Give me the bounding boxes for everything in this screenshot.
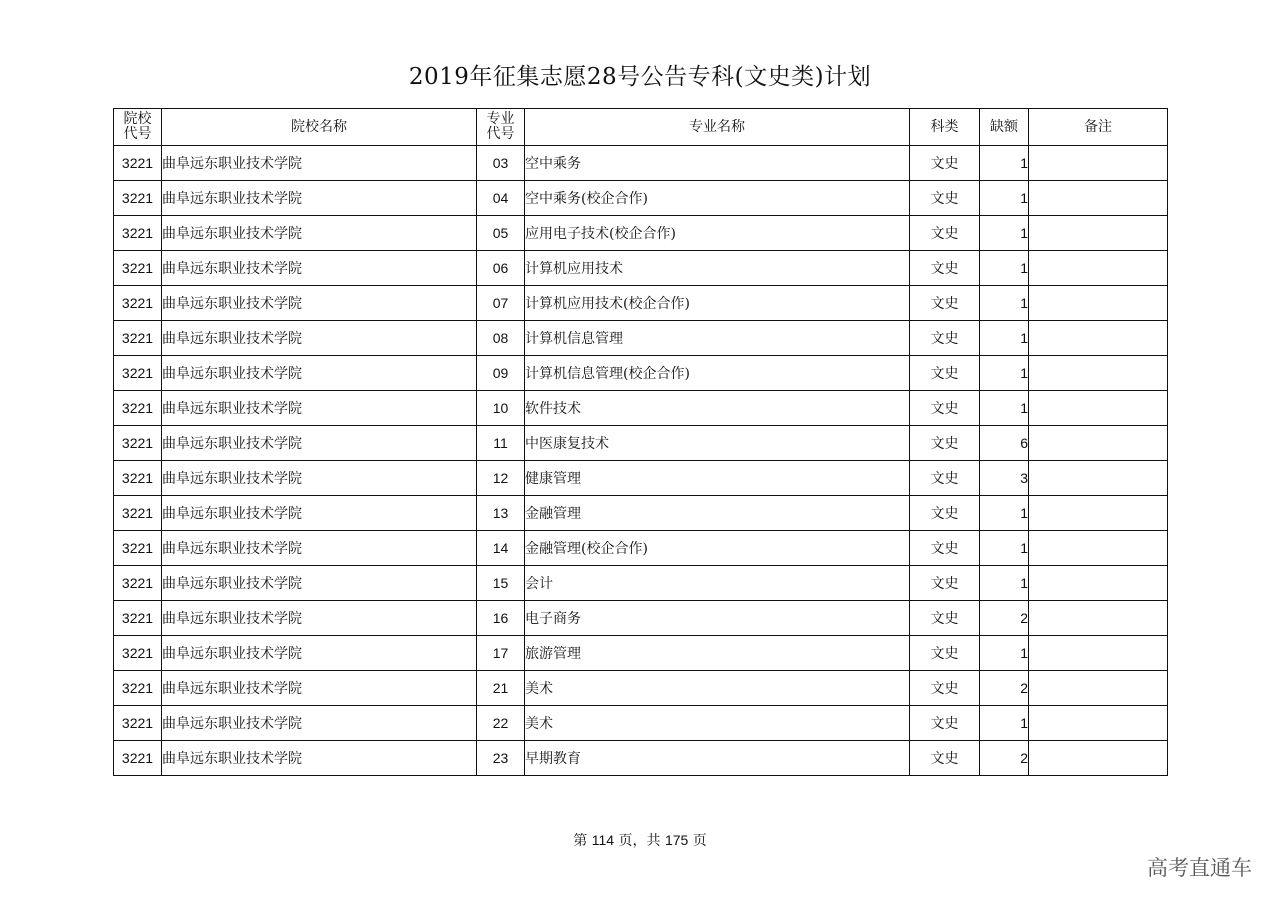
cell-major-name: 应用电子技术(校企合作) [525, 216, 910, 251]
cell-quota: 2 [980, 601, 1029, 636]
cell-quota: 1 [980, 286, 1029, 321]
cell-major-name: 会计 [525, 566, 910, 601]
cell-major-code: 10 [477, 391, 525, 426]
cell-school-code: 3221 [114, 356, 162, 391]
cell-school-name: 曲阜远东职业技术学院 [162, 566, 477, 601]
cell-major-name: 计算机应用技术(校企合作) [525, 286, 910, 321]
cell-major-name: 健康管理 [525, 461, 910, 496]
cell-remark [1029, 286, 1168, 321]
cell-category: 文史 [910, 706, 980, 741]
header-school-code: 院校 代号 [114, 109, 162, 146]
cell-major-code: 09 [477, 356, 525, 391]
cell-school-code: 3221 [114, 601, 162, 636]
header-school-name: 院校名称 [162, 109, 477, 146]
cell-major-code: 22 [477, 706, 525, 741]
cell-quota: 1 [980, 391, 1029, 426]
cell-category: 文史 [910, 251, 980, 286]
cell-quota: 1 [980, 531, 1029, 566]
table-row [114, 216, 1168, 251]
cell-school-code: 3221 [114, 566, 162, 601]
cell-remark [1029, 706, 1168, 741]
cell-school-code: 3221 [114, 496, 162, 531]
cell-category: 文史 [910, 531, 980, 566]
cell-school-name: 曲阜远东职业技术学院 [162, 391, 477, 426]
watermark-text: 高考直通车 [1147, 856, 1252, 880]
cell-category: 文史 [910, 566, 980, 601]
cell-school-name: 曲阜远东职业技术学院 [162, 251, 477, 286]
cell-major-name: 早期教育 [525, 741, 910, 776]
cell-quota: 2 [980, 671, 1029, 706]
enrollment-plan-table [113, 108, 1168, 776]
cell-quota: 1 [980, 181, 1029, 216]
table-row [114, 741, 1168, 776]
cell-category: 文史 [910, 426, 980, 461]
cell-remark [1029, 181, 1168, 216]
table-row [114, 566, 1168, 601]
cell-school-name: 曲阜远东职业技术学院 [162, 741, 477, 776]
cell-major-name: 计算机应用技术 [525, 251, 910, 286]
cell-category: 文史 [910, 146, 980, 181]
cell-school-name: 曲阜远东职业技术学院 [162, 321, 477, 356]
cell-remark [1029, 356, 1168, 391]
cell-school-code: 3221 [114, 181, 162, 216]
cell-major-name: 中医康复技术 [525, 426, 910, 461]
table-row [114, 531, 1168, 566]
cell-major-name: 美术 [525, 706, 910, 741]
cell-school-name: 曲阜远东职业技术学院 [162, 461, 477, 496]
cell-remark [1029, 496, 1168, 531]
footer-prefix: 第 [573, 833, 592, 849]
table-row [114, 461, 1168, 496]
cell-quota: 1 [980, 321, 1029, 356]
table-row [114, 706, 1168, 741]
cell-school-code: 3221 [114, 216, 162, 251]
cell-major-code: 08 [477, 321, 525, 356]
cell-remark [1029, 531, 1168, 566]
cell-quota: 3 [980, 461, 1029, 496]
cell-category: 文史 [910, 286, 980, 321]
footer-suffix: 页 [688, 833, 707, 849]
cell-quota: 1 [980, 566, 1029, 601]
cell-remark [1029, 216, 1168, 251]
cell-school-name: 曲阜远东职业技术学院 [162, 531, 477, 566]
cell-school-code: 3221 [114, 706, 162, 741]
cell-quota: 1 [980, 706, 1029, 741]
current-page-number: 114 [591, 832, 615, 848]
table-row [114, 601, 1168, 636]
cell-school-code: 3221 [114, 391, 162, 426]
cell-school-code: 3221 [114, 426, 162, 461]
table-row [114, 251, 1168, 286]
cell-category: 文史 [910, 671, 980, 706]
header-major-name: 专业名称 [525, 109, 910, 146]
cell-category: 文史 [910, 216, 980, 251]
cell-remark [1029, 636, 1168, 671]
cell-category: 文史 [910, 741, 980, 776]
cell-category: 文史 [910, 496, 980, 531]
cell-major-code: 21 [477, 671, 525, 706]
cell-school-name: 曲阜远东职业技术学院 [162, 426, 477, 461]
cell-school-code: 3221 [114, 531, 162, 566]
table-row [114, 321, 1168, 356]
cell-quota: 1 [980, 146, 1029, 181]
cell-category: 文史 [910, 321, 980, 356]
cell-school-name: 曲阜远东职业技术学院 [162, 601, 477, 636]
cell-school-name: 曲阜远东职业技术学院 [162, 286, 477, 321]
cell-major-name: 计算机信息管理 [525, 321, 910, 356]
cell-major-code: 06 [477, 251, 525, 286]
cell-remark [1029, 146, 1168, 181]
cell-quota: 2 [980, 741, 1029, 776]
page-title: 2019年征集志愿28号公告专科(文史类)计划 [408, 64, 872, 90]
table-row [114, 426, 1168, 461]
cell-school-name: 曲阜远东职业技术学院 [162, 496, 477, 531]
cell-school-name: 曲阜远东职业技术学院 [162, 181, 477, 216]
cell-school-name: 曲阜远东职业技术学院 [162, 671, 477, 706]
cell-school-code: 3221 [114, 741, 162, 776]
cell-major-name: 金融管理(校企合作) [525, 531, 910, 566]
cell-major-name: 空中乘务 [525, 146, 910, 181]
table-row [114, 391, 1168, 426]
cell-remark [1029, 566, 1168, 601]
cell-remark [1029, 741, 1168, 776]
header-remark: 备注 [1029, 109, 1168, 146]
cell-school-code: 3221 [114, 671, 162, 706]
cell-quota: 1 [980, 496, 1029, 531]
cell-major-code: 23 [477, 741, 525, 776]
cell-remark [1029, 321, 1168, 356]
cell-school-code: 3221 [114, 286, 162, 321]
table-header-row [114, 109, 1168, 146]
cell-school-name: 曲阜远东职业技术学院 [162, 216, 477, 251]
cell-major-name: 计算机信息管理(校企合作) [525, 356, 910, 391]
page-footer [0, 830, 1280, 850]
cell-remark [1029, 251, 1168, 286]
cell-major-code: 07 [477, 286, 525, 321]
cell-school-name: 曲阜远东职业技术学院 [162, 356, 477, 391]
cell-category: 文史 [910, 601, 980, 636]
cell-major-name: 软件技术 [525, 391, 910, 426]
cell-category: 文史 [910, 181, 980, 216]
cell-school-code: 3221 [114, 146, 162, 181]
cell-remark [1029, 601, 1168, 636]
cell-major-name: 空中乘务(校企合作) [525, 181, 910, 216]
footer-middle: 页，共 [614, 833, 665, 849]
header-category: 科类 [910, 109, 980, 146]
cell-major-code: 13 [477, 496, 525, 531]
cell-school-name: 曲阜远东职业技术学院 [162, 706, 477, 741]
table-row [114, 146, 1168, 181]
cell-school-name: 曲阜远东职业技术学院 [162, 636, 477, 671]
cell-remark [1029, 426, 1168, 461]
cell-quota: 1 [980, 251, 1029, 286]
cell-quota: 1 [980, 216, 1029, 251]
cell-major-code: 04 [477, 181, 525, 216]
cell-major-code: 03 [477, 146, 525, 181]
table-row [114, 356, 1168, 391]
cell-quota: 6 [980, 426, 1029, 461]
cell-major-code: 17 [477, 636, 525, 671]
cell-school-code: 3221 [114, 251, 162, 286]
cell-remark [1029, 671, 1168, 706]
total-pages-number: 175 [664, 832, 689, 848]
cell-major-code: 11 [477, 426, 525, 461]
cell-major-code: 05 [477, 216, 525, 251]
cell-category: 文史 [910, 636, 980, 671]
table-row [114, 636, 1168, 671]
cell-school-code: 3221 [114, 461, 162, 496]
header-major-code: 专业 代号 [477, 109, 525, 146]
cell-quota: 1 [980, 356, 1029, 391]
cell-category: 文史 [910, 391, 980, 426]
cell-major-code: 12 [477, 461, 525, 496]
header-quota: 缺额 [980, 109, 1029, 146]
cell-remark [1029, 391, 1168, 426]
table-row [114, 181, 1168, 216]
cell-remark [1029, 461, 1168, 496]
table-row [114, 671, 1168, 706]
cell-major-name: 电子商务 [525, 601, 910, 636]
cell-quota: 1 [980, 636, 1029, 671]
cell-major-name: 金融管理 [525, 496, 910, 531]
cell-category: 文史 [910, 461, 980, 496]
cell-major-code: 14 [477, 531, 525, 566]
table-row [114, 496, 1168, 531]
cell-category: 文史 [910, 356, 980, 391]
cell-major-name: 美术 [525, 671, 910, 706]
cell-major-code: 15 [477, 566, 525, 601]
table-row [114, 286, 1168, 321]
cell-major-name: 旅游管理 [525, 636, 910, 671]
cell-school-code: 3221 [114, 636, 162, 671]
cell-school-code: 3221 [114, 321, 162, 356]
cell-major-code: 16 [477, 601, 525, 636]
cell-school-name: 曲阜远东职业技术学院 [162, 146, 477, 181]
